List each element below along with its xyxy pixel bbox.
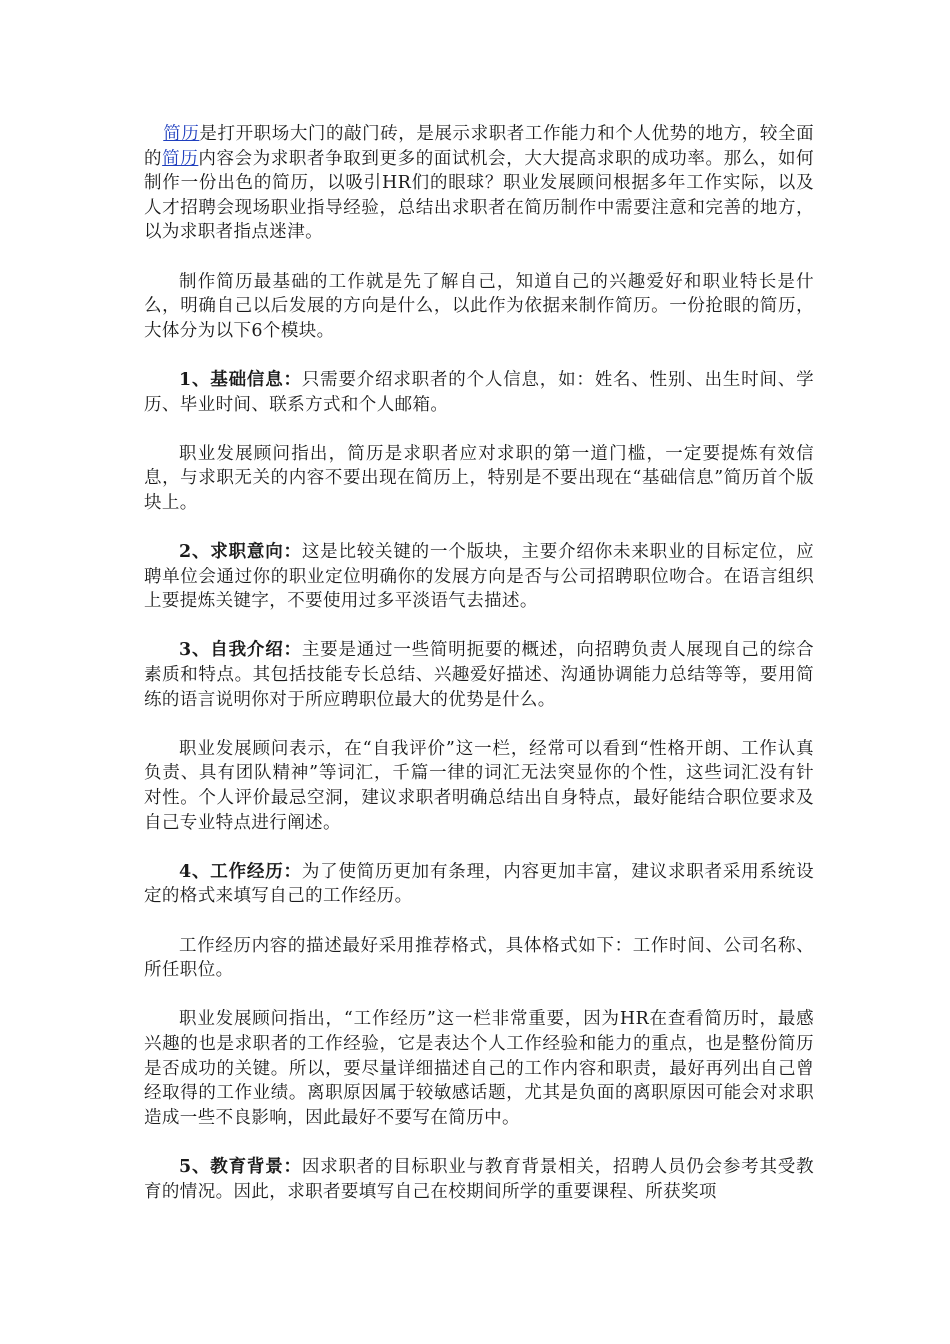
section-text: 主要是通过一些简明扼要的概述，向招聘负责人展现自己的综合素质和特点。其包括技能专长总结、兴趣爱好描述、沟通协调能力总结等等，要用简练的语言说明你对于所应聘职位最大的优势是什么。: [144, 640, 814, 710]
section-text: 只需要介绍求职者的个人信息，如：姓名、性别、出生时间、学历、毕业时间、联系方式和个人邮箱。: [144, 369, 814, 415]
article-body: [144, 122, 814, 1229]
section-job-intention: [144, 540, 814, 614]
resume-link[interactable]: 简历: [163, 124, 200, 144]
intro-text-1: 是打开职场大门的敲门砖，是展示求职者工作能力和个人优势的地方，较全面的: [144, 124, 814, 169]
section-text: 为了使简历更加有条理，内容更加丰富，建议求职者采用系统设定的格式来填写自己的工作经历。: [144, 861, 814, 907]
resume-link-2[interactable]: 简历: [162, 148, 199, 169]
section-text: 因求职者的目标职业与教育背景相关，招聘人员仍会参考其受教育的情况。因此，求职者要填写自己在校期间所学的重要课程、所获奖项: [144, 1156, 814, 1202]
section-basic-info: [144, 368, 814, 417]
section-heading: 4、工作经历：: [179, 861, 302, 882]
paragraph-work-format: [144, 934, 814, 983]
paragraph-advice-basic: [144, 442, 814, 516]
section-text: 这是比较关键的一个版块，主要介绍你未来职业的目标定位，应聘单位会通过你的职业定位明确你的发展方向是否与公司招聘职位吻合。在语言组织上要提炼关键字，不要使用过多平淡语气去描述。: [144, 542, 814, 612]
section-heading: 2、求职意向：: [179, 542, 302, 563]
paragraph-advice-self-eval: [144, 737, 814, 835]
paragraph-text: 职业发展顾问指出，简历是求职者应对求职的第一道门槛，一定要提炼有效信息，与求职无关的内容不要出现在简历上，特别是不要出现在“基础信息”简历首个版块上。: [144, 443, 814, 513]
paragraph-advice-work: [144, 1007, 814, 1130]
paragraph-text: 职业发展顾问指出，“工作经历”这一栏非常重要，因为HR在查看简历时，最感兴趣的也是求职者的工作经验，它是表达个人工作经验和能力的重点，也是整份简历是否成功的关键。所以，要尽量详细描述自己的工作内容和职责，最好再列出自己曾经取得的工作业绩。离职原因属于较敏感话题，尤其是负面的离职原因可能会对求职造成一些不良影响，因此最好不要写在简历中。: [144, 1009, 814, 1128]
section-heading: 3、自我介绍：: [179, 640, 302, 661]
section-heading: 1、基础信息：: [179, 369, 302, 390]
section-self-intro: [144, 638, 814, 712]
section-work-experience: [144, 860, 814, 909]
paragraph-text: 职业发展顾问表示，在“自我评价”这一栏，经常可以看到“性格开朗、工作认真负责、具有团队精神”等词汇，千篇一律的词汇无法突显你的个性，这些词汇没有针对性。个人评价最忌空洞，建议求职者明确总结出自身特点，最好能结合职位要求及自己专业特点进行阐述。: [144, 738, 814, 833]
intro-paragraph: [144, 122, 814, 245]
section-education: [144, 1155, 814, 1204]
paragraph-text: 制作简历最基础的工作就是先了解自己，知道自己的兴趣爱好和职业特长是什么，明确自己以后发展的方向是什么，以此作为依据来制作简历。一份抢眼的简历，大体分为以下6个模块。: [144, 271, 814, 341]
paragraph-text: 工作经历内容的描述最好采用推荐格式，具体格式如下：工作时间、公司名称、所任职位。: [144, 935, 814, 981]
intro-text-2: 内容会为求职者争取到更多的面试机会，大大提高求职的成功率。那么，如何制作一份出色的简历，以吸引HR们的眼球？职业发展顾问根据多年工作实际，以及人才招聘会现场职业指导经验，总结出求职者在简历制作中需要注意和完善的地方，以为求职者指点迷津。: [144, 148, 814, 243]
section-heading: 5、教育背景：: [179, 1156, 302, 1177]
paragraph-overview: [144, 270, 814, 344]
